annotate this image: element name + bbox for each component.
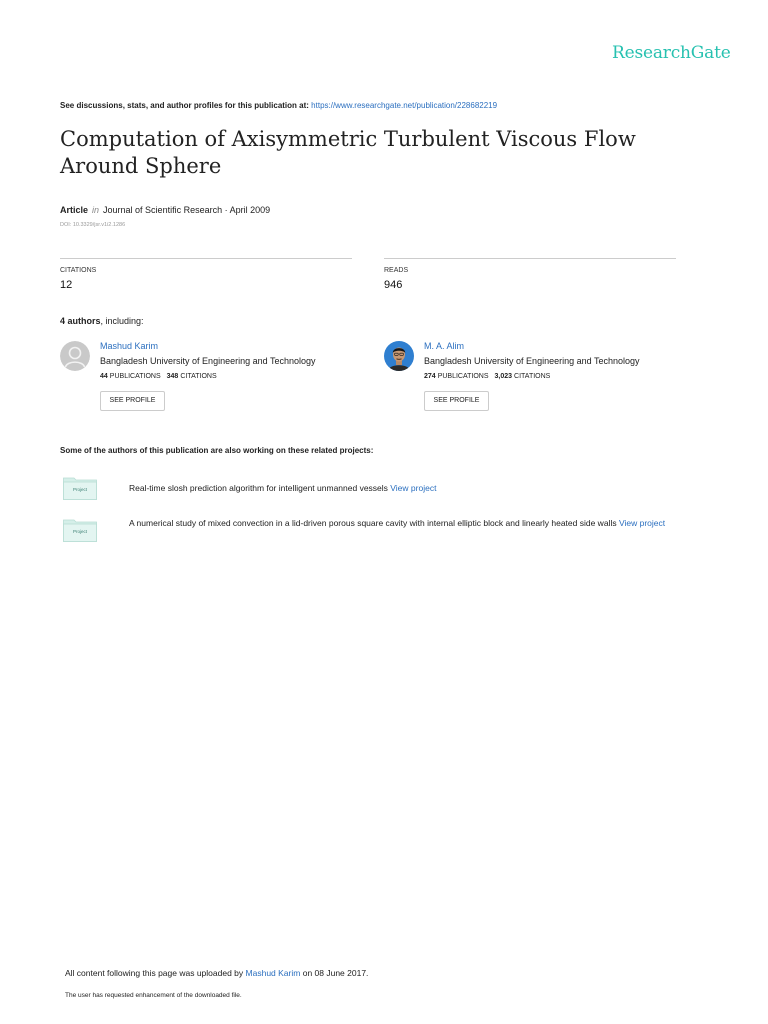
upload-suffix: on 08 June 2017. xyxy=(302,968,369,978)
author-institution: Bangladesh University of Engineering and Technology xyxy=(424,356,640,366)
reads-value: 946 xyxy=(384,279,403,291)
enhancement-note: The user has requested enhancement of the downloaded file. xyxy=(65,992,242,999)
paper-doi: DOI: 10.3329/jsr.v1i2.1286 xyxy=(60,222,126,228)
project-folder-icon[interactable] xyxy=(63,476,97,500)
publications-label: PUBLICATIONS xyxy=(437,373,489,380)
paper-title: Computation of Axisymmetric Turbulent Viscous Flow Around Sphere xyxy=(60,127,636,178)
author-name-link[interactable]: Mashud Karim xyxy=(100,341,159,351)
citations-label: CITATIONS xyxy=(60,267,97,274)
researchgate-logo[interactable]: ResearchGate xyxy=(612,43,731,63)
author-citations-label: CITATIONS xyxy=(514,373,551,380)
author-name-link[interactable]: M. A. Alim xyxy=(424,341,465,351)
default-avatar-icon[interactable] xyxy=(60,341,90,371)
author-stats xyxy=(100,373,217,380)
authors-count: 4 authors xyxy=(60,316,101,326)
project-item xyxy=(129,516,714,531)
project-folder-icon[interactable] xyxy=(63,518,97,542)
see-profile-button[interactable]: SEE PROFILE xyxy=(100,391,165,411)
publications-count: 274 xyxy=(424,373,436,380)
upload-prefix: All content following this page was uploaded by xyxy=(65,968,244,978)
authors-heading xyxy=(60,316,144,326)
author-institution: Bangladesh University of Engineering and Technology xyxy=(100,356,316,366)
see-profile-button[interactable]: SEE PROFILE xyxy=(424,391,489,411)
project-title: A numerical study of mixed convection in a lid-driven porous square cavity with internal elliptic block and linearly heated side walls xyxy=(129,518,617,528)
disclaimer xyxy=(60,101,497,110)
disclaimer-text: See discussions, stats, and author profiles for this publication at: xyxy=(60,101,309,110)
project-item xyxy=(129,481,709,496)
author-photo[interactable] xyxy=(384,341,414,371)
author-citations-count: 3,023 xyxy=(494,373,513,380)
upload-note xyxy=(65,968,368,978)
divider xyxy=(384,258,676,259)
paper-meta xyxy=(60,205,270,215)
publications-count: 44 xyxy=(100,373,108,380)
project-icon-label: Project xyxy=(72,529,87,534)
authors-suffix: , including: xyxy=(100,316,144,326)
reads-label: READS xyxy=(384,267,409,274)
journal-info: Journal of Scientific Research · April 2009 xyxy=(103,205,271,215)
publications-label: PUBLICATIONS xyxy=(109,373,161,380)
author-stats xyxy=(424,373,550,380)
author-citations-label: CITATIONS xyxy=(180,373,217,380)
project-title: Real-time slosh prediction algorithm for intelligent unmanned vessels xyxy=(129,483,388,493)
paper-in: in xyxy=(92,205,100,215)
view-project-link[interactable]: View project xyxy=(618,518,666,528)
view-project-link[interactable]: View project xyxy=(390,483,437,493)
paper-type: Article xyxy=(60,205,89,215)
divider xyxy=(60,258,352,259)
related-projects-heading: Some of the authors of this publication are also working on these related projects: xyxy=(60,446,374,455)
project-icon-label: Project xyxy=(72,487,87,492)
publication-url-link[interactable]: https://www.researchgate.net/publication/228682219 xyxy=(311,101,498,110)
author-citations-count: 348 xyxy=(166,373,179,380)
uploader-link[interactable]: Mashud Karim xyxy=(245,968,301,978)
citations-value: 12 xyxy=(60,279,73,291)
